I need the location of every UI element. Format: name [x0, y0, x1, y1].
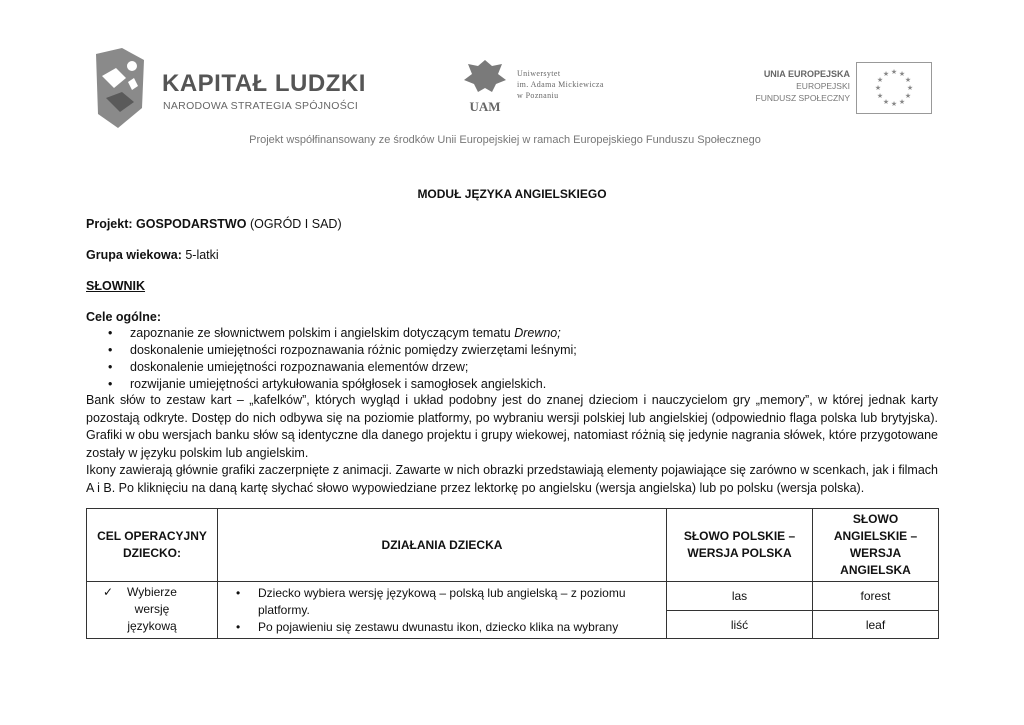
eu-text — [752, 68, 850, 104]
kapital-ludzki-emblem-icon — [92, 48, 148, 128]
paragraph: Bank słów to zestaw kart – „kafelków”, których wygląd i układ podobny jest do znanej dzieciom i nauczycielom gry „memory”, w której jednak karty pozostają odkryte. Dostęp do nich odbywa się na poziomie platformy, po wybraniu wersji polskiej lub angielskiej (odpowiednio flaga polska lub brytyjska). Grafiki w obu wersjach banku słów są identyczne dla danego projektu i grupy wiekowej, natomiast różnią się jedynie nagrania słówek, które przygotowane zostały w języku polskim lub angielskim. — [86, 393, 938, 460]
list-item: • Dziecko wybiera wersję językową – polską lub angielską – z poziomu platformy. — [234, 585, 662, 619]
activities-table — [86, 508, 939, 639]
svg-text:★: ★ — [890, 100, 898, 108]
age-label: Grupa wiekowa: — [86, 248, 182, 262]
word-pl-cell: las — [667, 582, 813, 611]
list-item: • Po pojawieniu się zestawu dwunastu ikon, dziecko klika na wybrany — [234, 619, 662, 636]
list-item — [86, 376, 577, 393]
list-item — [86, 325, 577, 342]
actions-list — [218, 582, 666, 636]
goal-check — [87, 582, 217, 635]
paragraph: Ikony zawierają głównie grafiki zaczerpnięte z animacji. Zawarte w nich obrazki przedstawiają elementy pojawiające się zarówno w scenkach, jak i filmach A i B. Po kliknięciu na daną kartę słychać słowo wypowiedziane przez lektorkę po angielsku (wersja angielska) lub po polsku (wersja polska). — [86, 463, 938, 495]
goal-text: doskonalenie umiejętności rozpoznawania różnic pomiędzy zwierzętami leśnymi; — [130, 343, 577, 357]
svg-text:★: ★ — [882, 70, 890, 78]
table-row — [87, 582, 939, 611]
svg-text:★: ★ — [876, 92, 884, 100]
svg-text:★: ★ — [890, 68, 898, 76]
svg-text:★: ★ — [898, 98, 906, 106]
uam-line: Uniwersytet — [517, 69, 561, 78]
eu-line: FUNDUSZ SPOŁECZNY — [755, 93, 850, 103]
eu-title: UNIA EUROPEJSKA — [763, 69, 850, 79]
table-header-cell: SŁOWO ANGIELSKIE – WERSJA ANGIELSKA — [813, 509, 939, 582]
cofinance-note: Projekt współfinansowany ze środków Unii Europejskiej w ramach Europejskiego Funduszu Społecznego — [249, 134, 761, 146]
svg-text:★: ★ — [904, 76, 912, 84]
word-en-cell: forest — [813, 582, 939, 611]
table-header-cell: DZIAŁANIA DZIECKA — [218, 509, 667, 582]
goals-label: Cele ogólne: — [86, 310, 162, 324]
list-item — [86, 342, 577, 359]
kapital-ludzki-title: KAPITAŁ LUDZKI — [162, 70, 366, 97]
project-line — [86, 217, 342, 231]
svg-text:★: ★ — [898, 70, 906, 78]
svg-text:★: ★ — [906, 84, 914, 92]
section-heading: SŁOWNIK — [86, 279, 146, 293]
kapital-ludzki-subtitle: NARODOWA STRATEGIA SPÓJNOŚCI — [163, 100, 359, 112]
goal-text: doskonalenie umiejętności rozpoznawania elementów drzew; — [130, 360, 469, 374]
project-label: Projekt: — [86, 217, 133, 231]
uam-monogram: UAM — [469, 99, 501, 114]
table-header-cell: CEL OPERACYJNY DZIECKO: — [87, 509, 218, 582]
list-item — [86, 359, 577, 376]
page-title: MODUŁ JĘZYKA ANGIELSKIEGO — [417, 187, 607, 201]
checkmark-icon: ✓ — [103, 585, 114, 599]
project-value: GOSPODARSTWO — [136, 217, 247, 231]
uam-line: w Poznaniu — [517, 91, 559, 100]
project-subvalue: (OGRÓD I SAD) — [249, 217, 342, 231]
actions-cell — [218, 582, 667, 639]
svg-text:★: ★ — [904, 92, 912, 100]
svg-text:★: ★ — [874, 84, 882, 92]
age-value: 5-latki — [185, 248, 219, 262]
goal-text: zapoznanie ze słownictwem polskim i angielskim dotyczącym tematu — [130, 326, 515, 340]
eu-logo — [752, 62, 932, 114]
word-pl-cell: liść — [667, 611, 813, 639]
uam-name — [517, 68, 604, 101]
kapital-ludzki-logo — [92, 48, 366, 130]
word-en-cell: leaf — [813, 611, 939, 639]
goal-text-italic: Drewno; — [514, 326, 561, 340]
table-header-row — [87, 509, 939, 582]
goal-text: rozwijanie umiejętności artykułowania spółgłosek i samogłosek angielskich. — [130, 377, 547, 391]
goals-list — [86, 325, 577, 393]
age-group-line — [86, 248, 219, 262]
eu-line: EUROPEJSKI — [796, 81, 850, 91]
uam-logo — [462, 58, 632, 114]
eagle-crest-icon — [462, 58, 508, 114]
table-header-cell: SŁOWO POLSKIE – WERSJA POLSKA — [667, 509, 813, 582]
goal-cell — [87, 582, 218, 639]
uam-line: im. Adama Mickiewicza — [517, 80, 604, 89]
svg-text:★: ★ — [876, 76, 884, 84]
eu-flag-icon — [856, 62, 932, 114]
goal-cell-text: Wybierze wersję językową — [127, 585, 177, 633]
svg-text:★: ★ — [882, 98, 890, 106]
